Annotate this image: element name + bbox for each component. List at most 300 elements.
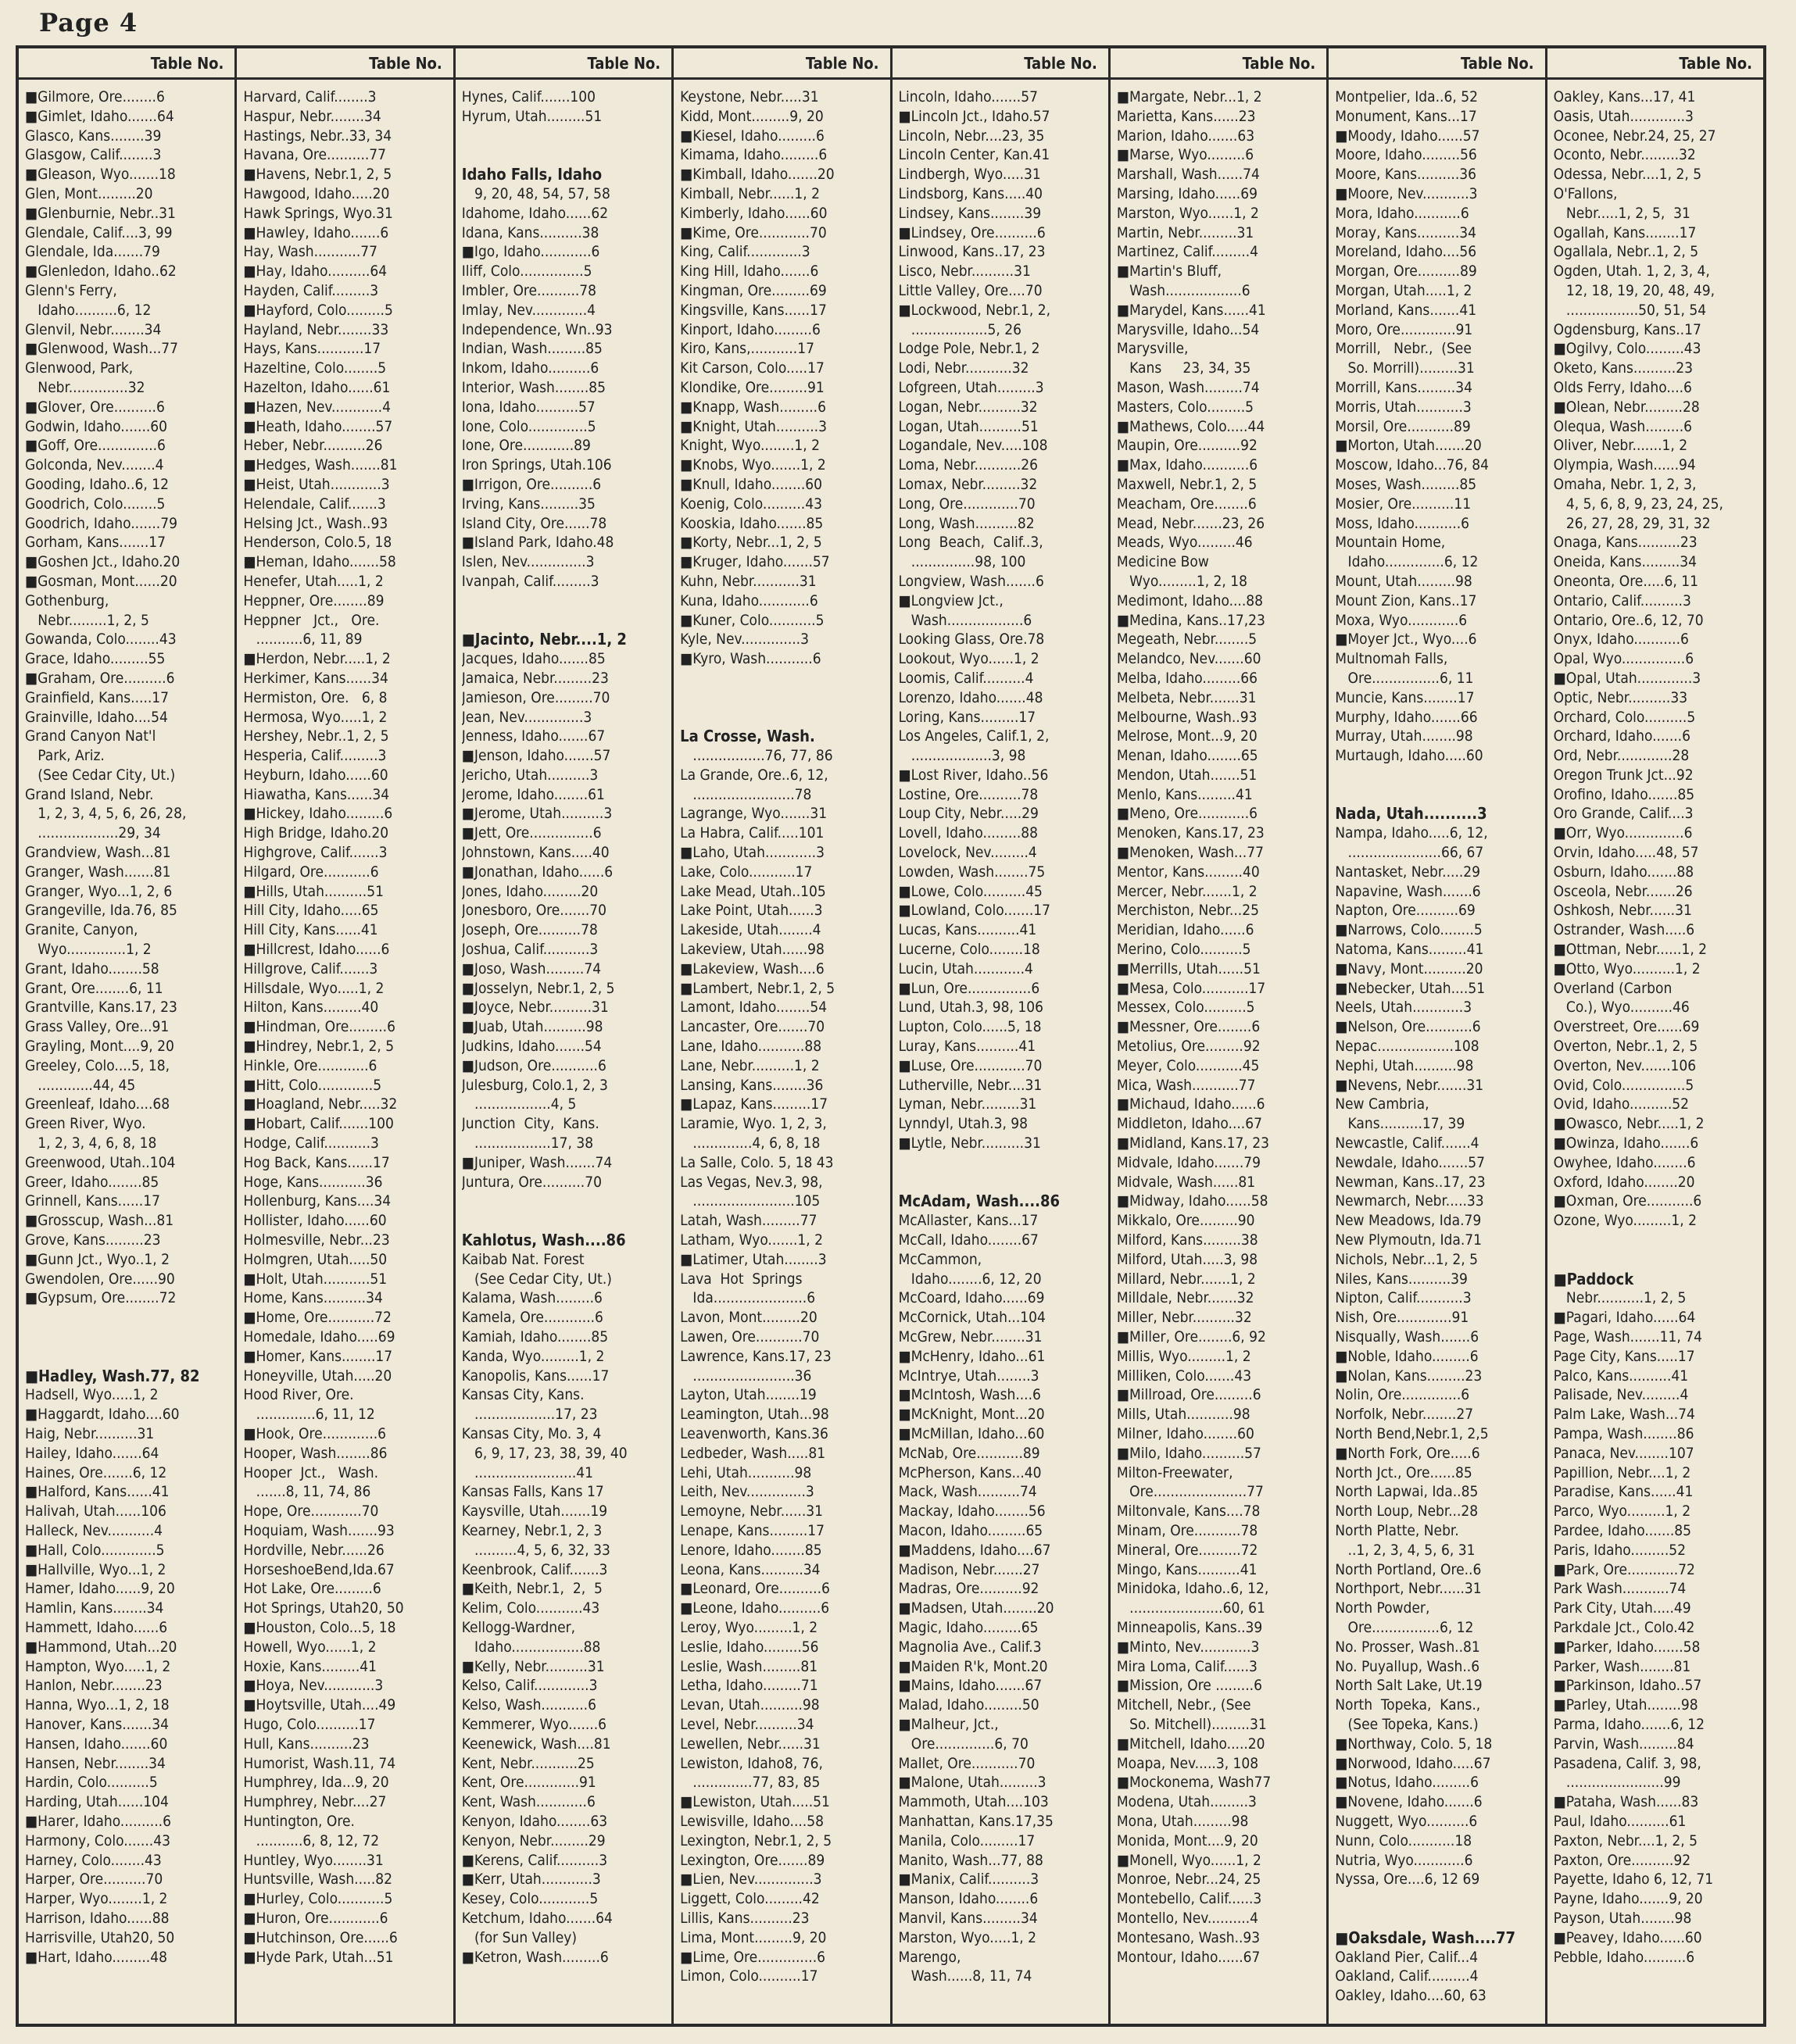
station-entry: Grand Canyon Nat'l [25, 727, 156, 745]
station-entry: Nebr...........1, 2, 5 [1553, 1289, 1687, 1307]
station-entry: Lorenzo, Idaho.......48 [898, 688, 1043, 706]
index-column-5 [893, 48, 1111, 2024]
station-entry: Milliken, Colo.......43 [1116, 1367, 1252, 1385]
spacer [899, 1153, 1104, 1173]
station-entry: Glendale, Calif....3, 99 [25, 223, 173, 241]
station-entry: Lehi, Utah...........98 [680, 1463, 812, 1481]
station-entry: ■McHenry, Idaho...61 [898, 1347, 1046, 1365]
station-entry: Hollister, Idaho......60 [243, 1212, 387, 1230]
station-entry: Newmarch, Nebr.....33 [1335, 1192, 1484, 1210]
station-entry: Papillion, Nebr....1, 2 [1553, 1463, 1691, 1481]
station-entry: Merino, Colo..........5 [1116, 941, 1251, 959]
station-entry: Hamlin, Kans........34 [25, 1599, 164, 1617]
station-entry: Lexington, Ore.......89 [680, 1851, 825, 1869]
station-entry: Hill City, Idaho.....65 [243, 902, 379, 920]
station-entry: ■Martin's Bluff, [1116, 263, 1222, 281]
station-entry: Kyle, Nev..............3 [680, 631, 809, 649]
station-entry: (See Topeka, Kans.) [1335, 1715, 1479, 1733]
station-entry: La Habra, Calif.....101 [680, 824, 825, 842]
station-entry: Kent, Ore.............91 [461, 1774, 596, 1792]
station-entry: Letha, Idaho.........71 [680, 1677, 818, 1695]
station-entry: ■Marse, Wyo.........6 [1116, 146, 1254, 164]
station-entry: 12, 18, 19, 20, 48, 49, [1553, 281, 1716, 299]
station-entry: ■Opal, Utah.............3 [1553, 669, 1701, 687]
station-entry: Malad, Idaho.........50 [898, 1696, 1039, 1714]
station-entry: Godwin, Idaho.......60 [25, 417, 168, 435]
station-entry: ■Olean, Nebr.........28 [1553, 398, 1700, 416]
station-entry: Goodrich, Idaho.......79 [25, 514, 177, 532]
station-entry: ■Moody, Idaho......57 [1335, 127, 1480, 145]
station-entry: Henefer, Utah.....1, 2 [243, 572, 384, 590]
station-entry: Wash..................6 [898, 611, 1032, 629]
station-entry: .......8, 11, 74, 86 [243, 1483, 371, 1501]
station-entry: Humorist, Wash.11, 74 [243, 1754, 396, 1772]
station-entry: ■Lambert, Nebr.1, 2, 5 [680, 979, 835, 997]
station-entry: Mount Zion, Kans..17 [1335, 591, 1477, 609]
station-entry: Minam, Ore...........78 [1116, 1521, 1258, 1539]
station-entry: Lowden, Wash........75 [898, 863, 1046, 881]
station-entry: Hansen, Nebr........34 [25, 1754, 166, 1772]
station-entry: Palisade, Nev.........4 [1553, 1386, 1689, 1404]
station-entry: ■Longview Jct., [898, 591, 1004, 609]
station-entry: Oro Grande, Calif....3 [1553, 805, 1694, 823]
station-entry: Latah, Wash.........77 [680, 1212, 818, 1230]
station-entry: McCall, Idaho........67 [898, 1231, 1039, 1249]
station-entry: Grainville, Idaho....54 [25, 708, 168, 726]
station-entry: Jones, Idaho.........20 [461, 882, 599, 900]
station-entry: Logan, Utah..........51 [898, 417, 1039, 435]
station-entry: Greenleaf, Idaho....68 [25, 1095, 170, 1113]
station-entry: Metolius, Ore.........92 [1116, 1038, 1261, 1056]
station-entry: Lutherville, Nebr....31 [898, 1076, 1043, 1094]
station-entry: Level, Nebr..........34 [680, 1715, 814, 1733]
station-entry: Nipton, Calif...........3 [1335, 1289, 1472, 1307]
station-entry: Northport, Nebr......31 [1335, 1580, 1482, 1598]
station-entry: Macon, Idaho.........65 [898, 1521, 1043, 1539]
station-entry: Pebble, Idaho..........6 [1553, 1948, 1695, 1966]
station-entry: Idaho..............6, 12 [1335, 553, 1479, 571]
station-entry: Overstreet, Ore......69 [1553, 1018, 1700, 1036]
station-entry: Ore......................77 [1116, 1483, 1264, 1501]
index-column-8 [1547, 48, 1763, 2024]
station-entry: Mills, Utah...........98 [1116, 1406, 1250, 1424]
station-entry: New Meadows, Ida.79 [1335, 1212, 1482, 1230]
station-entry: Glasgow, Calif........3 [25, 146, 162, 164]
station-entry: Joshua, Calif...........3 [461, 941, 599, 959]
entry-list [456, 80, 671, 1967]
spacer [1335, 1889, 1540, 1909]
station-entry: Muncie, Kans........17 [1335, 688, 1475, 706]
station-entry: ■Huron, Ore............6 [243, 1909, 388, 1927]
entry-list [674, 80, 889, 1986]
station-entry: Ord, Nebr.............28 [1553, 747, 1690, 765]
station-entry: ..................5, 26 [898, 320, 1021, 338]
station-entry: Hazeltine, Colo........5 [243, 359, 387, 377]
station-entry: Paris, Idaho.........52 [1553, 1541, 1687, 1559]
station-entry: ■Heman, Idaho.......58 [243, 553, 396, 571]
station-entry: ......................66, 67 [1335, 844, 1484, 862]
station-entry: ■Midland, Kans.17, 23 [1116, 1135, 1270, 1152]
column-header: Table No. [1329, 48, 1544, 80]
station-entry: ■Lien, Nev..............3 [680, 1871, 822, 1889]
spacer [1554, 1250, 1758, 1270]
station-entry: Oxford, Idaho........20 [1553, 1173, 1695, 1191]
spacer [25, 1328, 230, 1347]
station-entry: Island City, Ore......78 [461, 514, 607, 532]
column-header: Table No. [1547, 48, 1763, 80]
station-entry: Ogden, Utah. 1, 2, 3, 4, [1553, 263, 1710, 281]
station-entry: Middleton, Idaho....67 [1116, 1115, 1262, 1133]
station-entry: ■Homer, Kans........17 [243, 1347, 393, 1365]
station-entry: McIntrye, Utah........3 [898, 1367, 1039, 1385]
station-entry: Ogallala, Nebr..1, 2, 5 [1553, 243, 1699, 261]
station-entry: ■Mockonema, Wash77 [1116, 1774, 1272, 1792]
station-entry: Hailey, Idaho.......64 [25, 1444, 159, 1462]
station-entry: Golconda, Nev........4 [25, 456, 164, 474]
spacer [25, 1347, 230, 1367]
station-entry: ■Ogilvy, Colo.........43 [1553, 340, 1701, 358]
station-entry: Ione, Colo..............5 [461, 417, 596, 435]
station-entry: Harper, Wyo........1, 2 [25, 1890, 168, 1908]
station-entry: ■Hazen, Nev............4 [243, 398, 391, 416]
station-entry: ■Gypsum, Ore........72 [25, 1289, 177, 1307]
station-entry: ■Maiden R'k, Mont.20 [898, 1657, 1048, 1675]
station-entry: ■Goshen Jct., Idaho.20 [25, 553, 181, 571]
station-entry: ■Home, Ore...........72 [243, 1309, 392, 1327]
station-entry: ■Minto, Nev............3 [1116, 1638, 1260, 1656]
station-entry: ..................17, 38 [461, 1135, 594, 1152]
station-entry: ■Miller, Ore........6, 92 [1116, 1328, 1266, 1345]
station-entry: Grass Valley, Ore...91 [25, 1018, 170, 1036]
station-entry: ■Irrigon, Ore..........6 [461, 475, 602, 493]
station-entry: ■Milo, Idaho..........57 [1116, 1444, 1261, 1462]
station-entry: La Grande, Ore..6, 12, [680, 766, 828, 784]
station-entry: ■Manix, Calif..........3 [898, 1871, 1039, 1889]
station-entry: Loomis, Calif..........4 [898, 669, 1034, 687]
station-entry: Marengo, [898, 1948, 961, 1966]
station-entry: ■Glover, Ore..........6 [25, 398, 165, 416]
section-heading-entry: ■Hadley, Wash.77, 82 [25, 1366, 200, 1385]
station-entry: Lane, Idaho...........88 [680, 1038, 822, 1056]
station-entry: Liggett, Colo.........42 [680, 1890, 820, 1908]
station-entry: ■Gilmore, Ore........6 [25, 88, 165, 105]
station-entry: Lodi, Nebr...........32 [898, 359, 1029, 377]
station-entry: Ore................6, 11 [1335, 669, 1474, 687]
station-entry: McNab, Ore...........89 [898, 1444, 1040, 1462]
station-entry: Niles, Kans..........39 [1335, 1270, 1468, 1288]
station-entry: Miller, Nebr..........32 [1116, 1309, 1252, 1327]
station-entry: Hyrum, Utah.........51 [461, 107, 603, 125]
station-entry: Heppner Jct., Ore. [243, 611, 380, 629]
station-entry: Lyman, Nebr.........31 [898, 1095, 1037, 1113]
station-entry: Honeyville, Utah.....20 [243, 1367, 392, 1385]
station-entry: McAllaster, Kans...17 [898, 1212, 1039, 1230]
station-entry: Minidoka, Idaho..6, 12, [1116, 1580, 1269, 1598]
station-entry: Independence, Wn..93 [461, 320, 613, 338]
station-entry: Latham, Wyo.......1, 2 [680, 1231, 824, 1249]
station-entry: North Jct., Ore......85 [1335, 1463, 1472, 1481]
station-entry: Meridian, Idaho......6 [1116, 921, 1254, 939]
station-entry: Leslie, Wash.........81 [680, 1657, 818, 1675]
station-entry: Ione, Ore............89 [461, 437, 591, 455]
station-entry: Lemoyne, Nebr......31 [680, 1503, 824, 1520]
station-entry: ■Knobs, Wyo.......1, 2 [680, 456, 826, 474]
station-entry: Gowanda, Colo........43 [25, 631, 177, 649]
station-entry: Ida......................6 [680, 1289, 816, 1307]
station-entry: Hastings, Nebr..33, 34 [243, 127, 392, 145]
station-entry: McPherson, Kans...40 [898, 1463, 1042, 1481]
station-entry: Kaysville, Utah.......19 [461, 1503, 608, 1520]
station-entry: Orvin, Idaho.....48, 57 [1553, 844, 1699, 862]
station-entry: Panaca, Nev........107 [1553, 1444, 1694, 1462]
station-entry: Kesey, Colo............5 [461, 1890, 599, 1908]
station-entry: Ore..............6, 70 [898, 1735, 1029, 1753]
station-entry: Meyer, Colo...........45 [1116, 1056, 1260, 1074]
station-entry: Idaho..........6, 12 [25, 301, 152, 319]
station-entry: North Platte, Nebr. [1335, 1521, 1459, 1539]
station-entry: Logandale, Nev.....108 [898, 437, 1048, 455]
station-entry: Hope, Ore............70 [243, 1503, 379, 1520]
page-number: Page 4 [39, 8, 138, 38]
station-entry: Lucin, Utah............4 [898, 959, 1033, 977]
station-entry: Lava Hot Springs [680, 1270, 803, 1288]
station-entry: Nutria, Wyo............6 [1335, 1851, 1473, 1869]
column-header: Table No. [1111, 48, 1326, 80]
station-entry: Magnolia Ave., Calif.3 [898, 1638, 1042, 1656]
station-entry: Kingsville, Kans......17 [680, 301, 827, 319]
station-entry: Lima, Mont.........9, 20 [680, 1928, 827, 1946]
station-entry: Laramie, Wyo. 1, 2, 3, [680, 1115, 827, 1133]
station-entry: Medimont, Idaho....88 [1116, 591, 1264, 609]
station-entry: Hanna, Wyo...1, 2, 18 [25, 1696, 170, 1714]
station-entry: Mosier, Ore..........11 [1335, 495, 1472, 513]
station-entry: Hull, Kans..........23 [243, 1735, 370, 1753]
station-entry: ■Joso, Wash.........74 [461, 959, 602, 977]
station-entry: Holmesville, Nebr...23 [243, 1231, 390, 1249]
station-entry: North Topeka, Kans., [1335, 1696, 1481, 1714]
station-entry: Hansen, Idaho.......60 [25, 1735, 168, 1753]
station-entry: Kent, Wash............6 [461, 1793, 596, 1811]
station-entry: Hooper, Wash........86 [243, 1444, 388, 1462]
station-entry: ..............77, 83, 85 [680, 1774, 821, 1792]
section-heading-entry: La Crosse, Wash. [680, 727, 815, 746]
station-entry: ■Kerens, Calif..........3 [461, 1851, 608, 1869]
station-entry: Long, Ore.............70 [898, 495, 1036, 513]
station-entry: Lewisville, Idaho....58 [680, 1812, 824, 1830]
station-entry: Marion, Idaho.......63 [1116, 127, 1255, 145]
station-entry: Parvin, Wash.........84 [1553, 1735, 1694, 1753]
station-entry: Longview, Wash.......6 [898, 572, 1044, 590]
station-entry: Payette, Idaho 6, 12, 71 [1553, 1871, 1714, 1889]
station-entry: Midvale, Wash......81 [1116, 1173, 1256, 1191]
station-entry: ■Novene, Idaho.......6 [1335, 1793, 1483, 1811]
section-heading-entry: ■Oaksdale, Wash....77 [1335, 1928, 1516, 1947]
station-entry: Manila, Colo.........17 [898, 1831, 1036, 1849]
station-entry: Overton, Nev.......106 [1553, 1056, 1697, 1074]
station-entry: ■Herdon, Nebr.....1, 2 [243, 650, 391, 668]
station-entry: Hawgood, Idaho.....20 [243, 184, 390, 202]
station-entry: Hollenburg, Kans....34 [243, 1192, 392, 1210]
station-entry: Lincoln, Idaho.......57 [898, 88, 1038, 105]
station-entry: Iliff, Colo...............5 [461, 263, 592, 281]
station-entry: ..................4, 5 [461, 1095, 577, 1113]
station-entry: Morland, Kans.......41 [1335, 301, 1477, 319]
station-entry: Lund, Utah.3, 98, 106 [898, 999, 1043, 1017]
station-entry: Oneonta, Ore.....6, 11 [1553, 572, 1698, 590]
station-entry: ■Moyer Jct., Wyo....6 [1335, 631, 1477, 649]
station-entry: ■Lewiston, Utah.....51 [680, 1793, 830, 1811]
station-entry: Grinnell, Kans......17 [25, 1192, 160, 1210]
column-header: Table No. [893, 48, 1108, 80]
station-entry: ■Parkinson, Idaho..57 [1553, 1677, 1702, 1695]
station-entry: Paul, Idaho..........61 [1553, 1812, 1687, 1830]
station-entry: Olympia, Wash......94 [1553, 456, 1696, 474]
station-entry: Madison, Nebr.......27 [898, 1560, 1040, 1578]
station-entry: Osceola, Nebr.......26 [1553, 882, 1693, 900]
station-entry: Lodge Pole, Nebr.1, 2 [898, 340, 1040, 358]
station-entry: Kelso, Wash...........6 [461, 1696, 596, 1714]
station-entry: Mica, Wash...........77 [1116, 1076, 1256, 1094]
station-entry: Kimama, Idaho.........6 [680, 146, 828, 164]
station-entry: Nantasket, Nebr.....29 [1335, 863, 1481, 881]
station-entry: Newman, Kans..17, 23 [1335, 1173, 1486, 1191]
station-entry: ■Millroad, Ore.........6 [1116, 1386, 1261, 1404]
station-entry: Palm Lake, Wash...74 [1553, 1406, 1695, 1424]
station-entry: Olequa, Wash.........6 [1553, 417, 1692, 435]
index-column-7 [1329, 48, 1547, 2024]
station-entry: Hiawatha, Kans......34 [243, 785, 390, 803]
station-entry: ■Lytle, Nebr..........31 [898, 1135, 1041, 1152]
station-entry: Montour, Idaho......67 [1116, 1948, 1261, 1966]
station-entry: ■Kime, Ore............70 [680, 223, 827, 241]
station-entry: Johnstown, Kans.....40 [461, 844, 610, 862]
station-entry: ■Nevens, Nebr.......31 [1335, 1076, 1484, 1094]
station-entry: Koenig, Colo..........43 [680, 495, 822, 513]
station-entry: Loma, Nebr...........26 [898, 456, 1039, 474]
station-entry: Hayland, Nebr........33 [243, 320, 389, 338]
station-entry: Iona, Idaho..........57 [461, 398, 596, 416]
station-entry: ■Midway, Idaho......58 [1116, 1192, 1268, 1210]
station-entry: Kidd, Mont.........9, 20 [680, 107, 824, 125]
station-entry: Wyo.........1, 2, 18 [1116, 572, 1248, 590]
station-entry: Limon, Colo..........17 [680, 1967, 818, 1985]
station-entry: Los Angeles, Calif.1, 2, [898, 727, 1050, 745]
station-entry: ■Otto, Wyo..........1, 2 [1553, 959, 1701, 977]
station-entry: ...................17, 23 [461, 1406, 598, 1424]
section-heading-entry: ■Jacinto, Nebr....1, 2 [461, 630, 627, 649]
station-entry: Jerome, Idaho........61 [461, 785, 605, 803]
station-entry: North Bend,Nebr.1, 2,5 [1335, 1424, 1489, 1442]
station-entry: Ketchum, Idaho.......64 [461, 1909, 613, 1927]
station-entry: Glenwood, Park, [25, 359, 134, 377]
station-entry: Lexington, Nebr.1, 2, 5 [680, 1831, 832, 1849]
station-entry: Heyburn, Idaho......60 [243, 766, 388, 784]
station-entry: Hawk Springs, Wyo.31 [243, 204, 393, 222]
station-entry: Martin, Nebr.........31 [1116, 223, 1254, 241]
spacer [462, 1192, 667, 1211]
station-entry: Glen, Mont.........20 [25, 184, 153, 202]
station-entry: Judkins, Idaho.......54 [461, 1038, 602, 1056]
station-entry: Nyssa, Ore....6, 12 69 [1335, 1871, 1480, 1889]
station-entry: Keenbrook, Calif.......3 [461, 1560, 608, 1578]
station-entry: Heppner, Ore........89 [243, 591, 385, 609]
station-entry: Harding, Utah......104 [25, 1793, 169, 1811]
station-entry: Payne, Idaho.......9, 20 [1553, 1890, 1703, 1908]
station-entry: ■Hickey, Idaho.........6 [243, 805, 393, 823]
station-entry: Lucas, Kans..........41 [898, 921, 1037, 939]
station-entry: ■Mesa, Colo...........17 [1116, 979, 1266, 997]
station-entry: Kenyon, Idaho........63 [461, 1812, 608, 1830]
entry-list [1329, 80, 1544, 2006]
station-entry: ■Josselyn, Nebr.1, 2, 5 [461, 979, 615, 997]
station-entry: Huntley, Wyo........31 [243, 1851, 384, 1869]
station-entry: Wyo..............1, 2 [25, 941, 152, 959]
station-entry: Gorham, Kans.......17 [25, 534, 166, 552]
station-entry: ■Hallville, Wyo...1, 2 [25, 1560, 166, 1578]
station-entry: Grangeville, Ida.76, 85 [25, 902, 177, 920]
station-entry: Gwendolen, Ore......90 [25, 1270, 175, 1288]
station-entry: Long Beach, Calif..3, [898, 534, 1043, 552]
station-entry: Hershey, Nebr..1, 2, 5 [243, 727, 389, 745]
entry-list [237, 80, 453, 1967]
station-entry: ■Haggardt, Idaho....60 [25, 1406, 180, 1424]
station-entry: Jamaica, Nebr.........23 [461, 669, 609, 687]
station-entry: Mercer, Nebr.......1, 2 [1116, 882, 1258, 900]
station-entry: ■Korty, Nebr...1, 2, 5 [680, 534, 822, 552]
station-entry: Nepac..................108 [1335, 1038, 1479, 1056]
station-entry: ■Hitt, Colo.............5 [243, 1076, 382, 1094]
station-entry: ■Hay, Idaho..........64 [243, 263, 388, 281]
station-entry: Junction City, Kans. [461, 1115, 599, 1133]
station-entry: Kenyon, Nebr.........29 [461, 1831, 606, 1849]
station-entry: Lewellen, Nebr......31 [680, 1735, 821, 1753]
station-entry: Pardee, Idaho.......85 [1553, 1521, 1692, 1539]
station-entry: Inkom, Idaho..........6 [461, 359, 599, 377]
station-entry: North Portland, Ore..6 [1335, 1560, 1482, 1578]
station-entry: 1, 2, 3, 4, 6, 8, 18 [25, 1135, 157, 1152]
station-entry: Melrose, Mont...9, 20 [1116, 727, 1258, 745]
station-entry: Oliver, Nebr.......1, 2 [1553, 437, 1688, 455]
index-column-2 [237, 48, 455, 2024]
station-entry: Morgan, Utah.....1, 2 [1335, 281, 1472, 299]
station-entry: Levan, Utah..........98 [680, 1696, 820, 1714]
station-entry: Hinkle, Ore............6 [243, 1056, 377, 1074]
entry-list [19, 80, 234, 1967]
station-entry: Hay, Wash...........77 [243, 243, 378, 261]
station-entry: Linwood, Kans..17, 23 [898, 243, 1046, 261]
station-entry: Kuna, Idaho............6 [680, 591, 818, 609]
station-entry: King Hill, Idaho.......6 [680, 263, 819, 281]
station-entry: ..............4, 6, 8, 18 [680, 1135, 821, 1152]
entry-list [893, 80, 1108, 1986]
station-entry: Indian, Wash.........85 [461, 340, 603, 358]
station-entry: ■Glenledon, Idaho..62 [25, 263, 177, 281]
station-entry: Grant, Idaho........58 [25, 959, 159, 977]
station-entry: Hordville, Nebr......26 [243, 1541, 385, 1559]
station-entry: Helsing Jct., Wash..93 [243, 514, 388, 532]
station-entry: Palco, Kans..........41 [1553, 1367, 1689, 1385]
station-entry: Manito, Wash...77, 88 [898, 1851, 1043, 1869]
station-entry: Wash..................6 [1116, 281, 1250, 299]
station-entry: ■Latimer, Utah........3 [680, 1250, 827, 1268]
station-entry: Lofgreen, Utah.........3 [898, 378, 1044, 396]
station-entry: ■Glenwood, Wash...77 [25, 340, 179, 358]
station-entry: Kingman, Ore.........69 [680, 281, 827, 299]
station-entry: Paradise, Kans......41 [1553, 1483, 1694, 1501]
station-entry: North Loup, Nebr...28 [1335, 1503, 1479, 1520]
spacer [680, 708, 885, 727]
station-entry: ■Malone, Utah.........3 [898, 1774, 1046, 1792]
